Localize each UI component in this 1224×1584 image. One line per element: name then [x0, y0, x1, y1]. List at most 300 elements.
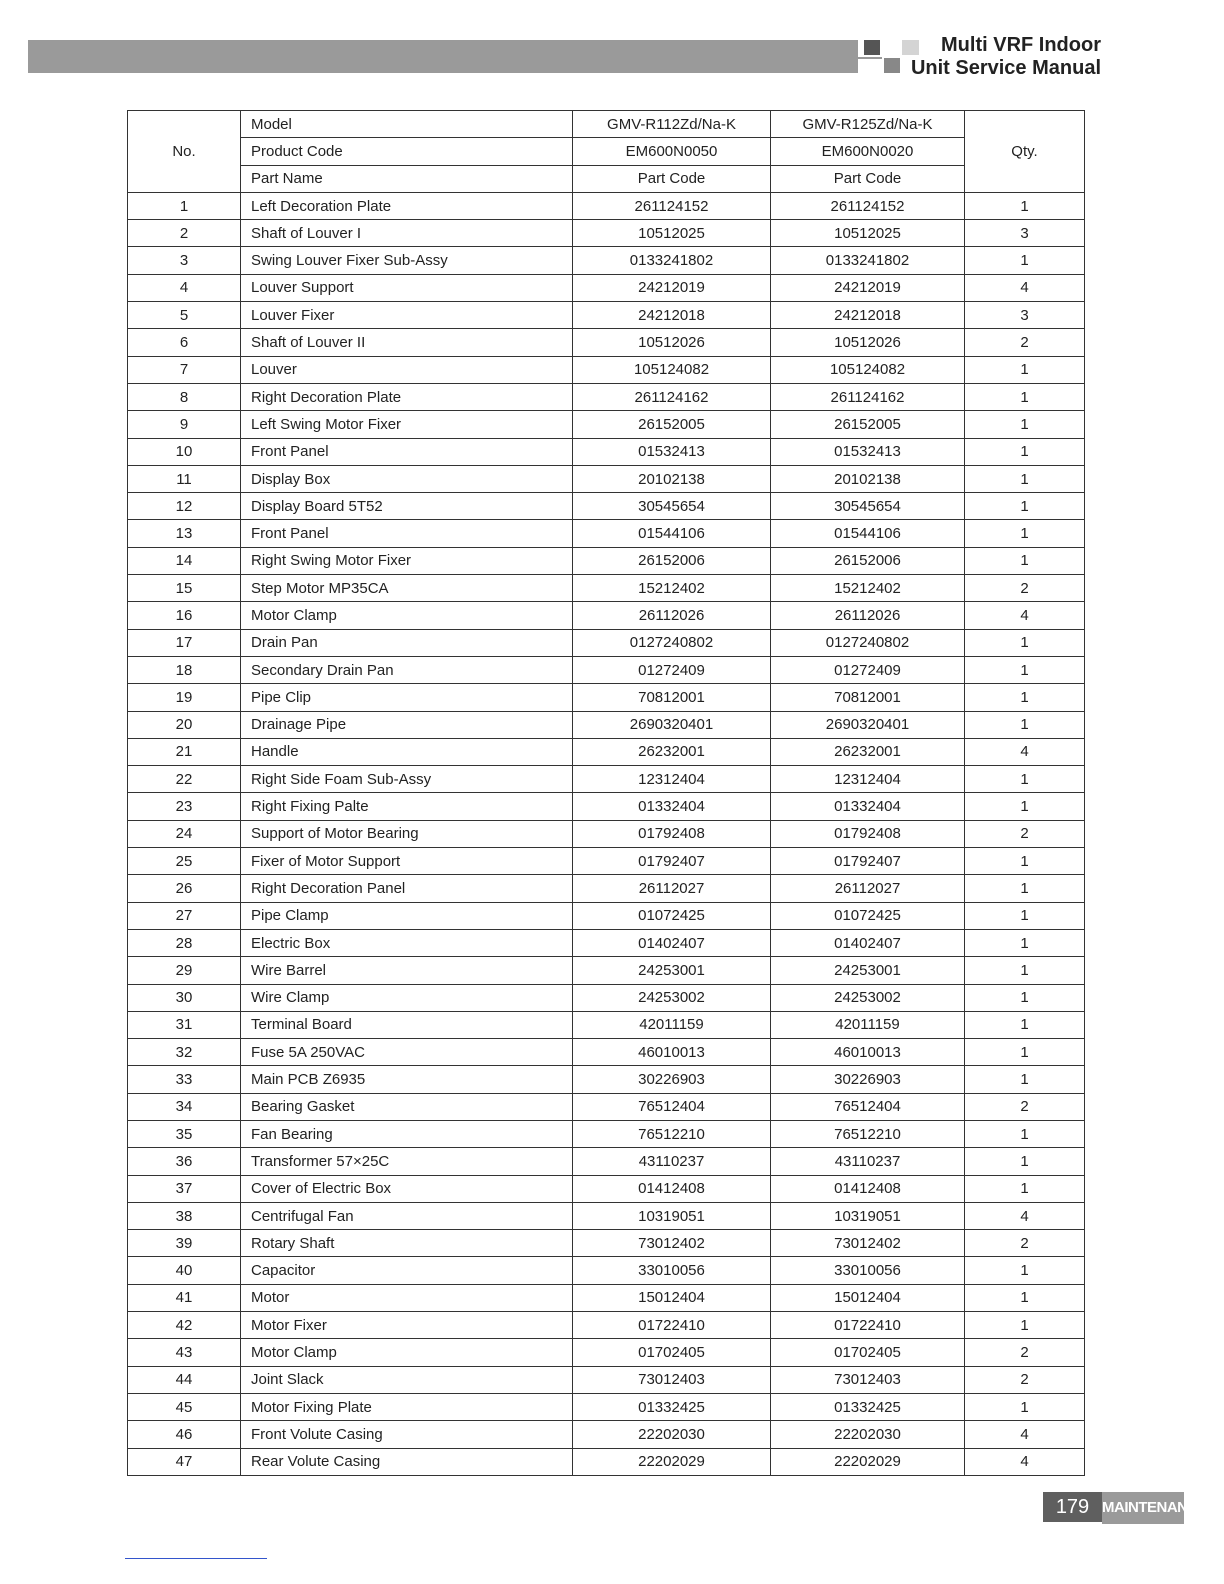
- quantity: 2: [965, 1339, 1085, 1366]
- parts-table: [127, 110, 1085, 1476]
- row-number: 3: [128, 247, 241, 274]
- part-code-a: 15012404: [573, 1284, 771, 1311]
- part-name: Shaft of Louver II: [241, 329, 573, 356]
- part-code-a: 01402407: [573, 929, 771, 956]
- row-number: 39: [128, 1230, 241, 1257]
- part-name: Louver Fixer: [241, 302, 573, 329]
- table-row: [128, 793, 1085, 820]
- part-code-a: 42011159: [573, 1011, 771, 1038]
- table-row: [128, 520, 1085, 547]
- table-row: [128, 711, 1085, 738]
- header-row-product-code: [128, 138, 1085, 165]
- part-name: Terminal Board: [241, 1011, 573, 1038]
- part-name: Fuse 5A 250VAC: [241, 1039, 573, 1066]
- part-code-a: 01412408: [573, 1175, 771, 1202]
- part-code-b: 22202030: [771, 1421, 965, 1448]
- part-code-a: 01792408: [573, 820, 771, 847]
- part-code-b: 26112026: [771, 602, 965, 629]
- part-code-b: 76512404: [771, 1093, 965, 1120]
- row-number: 14: [128, 547, 241, 574]
- table-row: [128, 329, 1085, 356]
- quantity: 1: [965, 1312, 1085, 1339]
- table-row: [128, 1202, 1085, 1229]
- part-name: Display Board 5T52: [241, 493, 573, 520]
- table-row: [128, 220, 1085, 247]
- quantity: 4: [965, 602, 1085, 629]
- quantity: 1: [965, 711, 1085, 738]
- quantity: 1: [965, 1175, 1085, 1202]
- part-code-b: 0127240802: [771, 629, 965, 656]
- part-code-a: 22202029: [573, 1448, 771, 1475]
- row-number: 6: [128, 329, 241, 356]
- table-row: [128, 984, 1085, 1011]
- table-row: [128, 1421, 1085, 1448]
- row-number: 29: [128, 957, 241, 984]
- part-code-b: 20102138: [771, 465, 965, 492]
- part-code-a: 01272409: [573, 656, 771, 683]
- quantity: 1: [965, 547, 1085, 574]
- table-row: [128, 875, 1085, 902]
- header-square-dark: [864, 40, 880, 55]
- table-row: [128, 1284, 1085, 1311]
- quantity: 1: [965, 793, 1085, 820]
- part-name: Transformer 57×25C: [241, 1148, 573, 1175]
- part-code-a: 73012402: [573, 1230, 771, 1257]
- row-number: 17: [128, 629, 241, 656]
- part-code-b: 73012403: [771, 1366, 965, 1393]
- part-name: Centrifugal Fan: [241, 1202, 573, 1229]
- table-row: [128, 274, 1085, 301]
- table-row: [128, 493, 1085, 520]
- table-row: [128, 1066, 1085, 1093]
- quantity: 1: [965, 465, 1085, 492]
- row-number: 36: [128, 1148, 241, 1175]
- part-name: Right Fixing Palte: [241, 793, 573, 820]
- quantity: 1: [965, 629, 1085, 656]
- product-code-b: EM600N0020: [771, 138, 965, 165]
- row-number: 20: [128, 711, 241, 738]
- row-number: 1: [128, 192, 241, 219]
- part-code-a: 24212019: [573, 274, 771, 301]
- table-row: [128, 1393, 1085, 1420]
- part-code-a: 26112027: [573, 875, 771, 902]
- part-code-a: 01544106: [573, 520, 771, 547]
- part-code-a: 46010013: [573, 1039, 771, 1066]
- part-name: Swing Louver Fixer Sub-Assy: [241, 247, 573, 274]
- part-code-b: 30545654: [771, 493, 965, 520]
- quantity: 1: [965, 1284, 1085, 1311]
- part-name: Bearing Gasket: [241, 1093, 573, 1120]
- row-number: 32: [128, 1039, 241, 1066]
- header-row-part-name: [128, 165, 1085, 192]
- table-row: [128, 629, 1085, 656]
- quantity: 1: [965, 656, 1085, 683]
- part-name: Drainage Pipe: [241, 711, 573, 738]
- table-row: [128, 1175, 1085, 1202]
- table-row: [128, 1093, 1085, 1120]
- no-header: No.: [128, 111, 241, 193]
- row-number: 33: [128, 1066, 241, 1093]
- part-name: Motor Clamp: [241, 602, 573, 629]
- table-row: [128, 902, 1085, 929]
- row-number: 37: [128, 1175, 241, 1202]
- table-row: [128, 438, 1085, 465]
- part-name: Front Volute Casing: [241, 1421, 573, 1448]
- part-name: Joint Slack: [241, 1366, 573, 1393]
- part-name: Wire Barrel: [241, 957, 573, 984]
- part-name: Pipe Clamp: [241, 902, 573, 929]
- part-name: Display Box: [241, 465, 573, 492]
- part-name: Pipe Clip: [241, 684, 573, 711]
- table-row: [128, 1148, 1085, 1175]
- part-name: Shaft of Louver I: [241, 220, 573, 247]
- quantity: 1: [965, 438, 1085, 465]
- row-number: 26: [128, 875, 241, 902]
- quantity: 1: [965, 520, 1085, 547]
- table-row: [128, 1120, 1085, 1147]
- part-code-b: 24212018: [771, 302, 965, 329]
- part-code-label-a: Part Code: [573, 165, 771, 192]
- part-code-b: 26232001: [771, 738, 965, 765]
- product-code-label: Product Code: [241, 138, 573, 165]
- quantity: 1: [965, 411, 1085, 438]
- model-label: Model: [241, 111, 573, 138]
- quantity: 1: [965, 1148, 1085, 1175]
- quantity: 1: [965, 684, 1085, 711]
- part-name: Right Side Foam Sub-Assy: [241, 766, 573, 793]
- part-name: Motor Fixer: [241, 1312, 573, 1339]
- part-code-b: 01402407: [771, 929, 965, 956]
- part-code-a: 10512025: [573, 220, 771, 247]
- part-code-a: 105124082: [573, 356, 771, 383]
- table-row: [128, 820, 1085, 847]
- model-b: GMV-R125Zd/Na-K: [771, 111, 965, 138]
- part-code-a: 01702405: [573, 1339, 771, 1366]
- quantity: 1: [965, 383, 1085, 410]
- part-code-a: 22202030: [573, 1421, 771, 1448]
- quantity: 1: [965, 1066, 1085, 1093]
- part-code-a: 43110237: [573, 1148, 771, 1175]
- part-code-b: 43110237: [771, 1148, 965, 1175]
- part-code-b: 261124162: [771, 383, 965, 410]
- part-name: Left Decoration Plate: [241, 192, 573, 219]
- part-code-b: 10319051: [771, 1202, 965, 1229]
- row-number: 7: [128, 356, 241, 383]
- quantity: 4: [965, 738, 1085, 765]
- quantity: 2: [965, 1230, 1085, 1257]
- part-code-a: 76512404: [573, 1093, 771, 1120]
- part-code-a: 20102138: [573, 465, 771, 492]
- part-code-b: 26112027: [771, 875, 965, 902]
- table-row: [128, 848, 1085, 875]
- quantity: 2: [965, 575, 1085, 602]
- part-name: Fan Bearing: [241, 1120, 573, 1147]
- table-row: [128, 1312, 1085, 1339]
- part-code-a: 26152005: [573, 411, 771, 438]
- table-row: [128, 575, 1085, 602]
- product-code-a: EM600N0050: [573, 138, 771, 165]
- part-code-b: 24253002: [771, 984, 965, 1011]
- row-number: 45: [128, 1393, 241, 1420]
- part-code-b: 01722410: [771, 1312, 965, 1339]
- part-code-b: 01412408: [771, 1175, 965, 1202]
- quantity: 1: [965, 493, 1085, 520]
- quantity: 1: [965, 766, 1085, 793]
- row-number: 11: [128, 465, 241, 492]
- part-name: Louver: [241, 356, 573, 383]
- table-row: [128, 465, 1085, 492]
- row-number: 13: [128, 520, 241, 547]
- part-code-b: 70812001: [771, 684, 965, 711]
- table-row: [128, 929, 1085, 956]
- part-name: Drain Pan: [241, 629, 573, 656]
- table-row: [128, 766, 1085, 793]
- row-number: 12: [128, 493, 241, 520]
- qty-header: Qty.: [965, 111, 1085, 193]
- part-code-b: 26152006: [771, 547, 965, 574]
- part-code-b: 01272409: [771, 656, 965, 683]
- part-code-b: 01072425: [771, 902, 965, 929]
- part-name: Right Decoration Plate: [241, 383, 573, 410]
- part-code-a: 261124152: [573, 192, 771, 219]
- part-code-a: 30545654: [573, 493, 771, 520]
- part-code-b: 01792408: [771, 820, 965, 847]
- part-code-a: 261124162: [573, 383, 771, 410]
- row-number: 30: [128, 984, 241, 1011]
- part-code-b: 10512026: [771, 329, 965, 356]
- row-number: 15: [128, 575, 241, 602]
- part-code-a: 70812001: [573, 684, 771, 711]
- part-code-a: 01532413: [573, 438, 771, 465]
- part-name: Left Swing Motor Fixer: [241, 411, 573, 438]
- part-code-a: 26232001: [573, 738, 771, 765]
- quantity: 1: [965, 984, 1085, 1011]
- part-name: Front Panel: [241, 520, 573, 547]
- part-code-b: 26152005: [771, 411, 965, 438]
- row-number: 31: [128, 1011, 241, 1038]
- row-number: 18: [128, 656, 241, 683]
- part-code-b: 73012402: [771, 1230, 965, 1257]
- part-name: Front Panel: [241, 438, 573, 465]
- footer-rule: [125, 1558, 267, 1559]
- row-number: 24: [128, 820, 241, 847]
- quantity: 2: [965, 1093, 1085, 1120]
- part-code-a: 15212402: [573, 575, 771, 602]
- part-code-a: 26112026: [573, 602, 771, 629]
- part-code-a: 01332425: [573, 1393, 771, 1420]
- table-row: [128, 1039, 1085, 1066]
- table-row: [128, 302, 1085, 329]
- part-name: Motor Fixing Plate: [241, 1393, 573, 1420]
- row-number: 40: [128, 1257, 241, 1284]
- part-name: Main PCB Z6935: [241, 1066, 573, 1093]
- part-code-b: 22202029: [771, 1448, 965, 1475]
- row-number: 16: [128, 602, 241, 629]
- part-code-a: 10319051: [573, 1202, 771, 1229]
- part-code-a: 30226903: [573, 1066, 771, 1093]
- quantity: 3: [965, 220, 1085, 247]
- table-row: [128, 684, 1085, 711]
- part-name: Rotary Shaft: [241, 1230, 573, 1257]
- part-code-b: 42011159: [771, 1011, 965, 1038]
- quantity: 1: [965, 1257, 1085, 1284]
- part-name: Capacitor: [241, 1257, 573, 1284]
- part-code-b: 46010013: [771, 1039, 965, 1066]
- part-code-label-b: Part Code: [771, 165, 965, 192]
- row-number: 10: [128, 438, 241, 465]
- part-code-a: 2690320401: [573, 711, 771, 738]
- part-name-label: Part Name: [241, 165, 573, 192]
- table-row: [128, 957, 1085, 984]
- row-number: 41: [128, 1284, 241, 1311]
- row-number: 25: [128, 848, 241, 875]
- quantity: 1: [965, 192, 1085, 219]
- table-row: [128, 738, 1085, 765]
- part-code-b: 15012404: [771, 1284, 965, 1311]
- model-a: GMV-R112Zd/Na-K: [573, 111, 771, 138]
- quantity: 1: [965, 902, 1085, 929]
- part-code-a: 76512210: [573, 1120, 771, 1147]
- part-code-b: 10512025: [771, 220, 965, 247]
- part-code-b: 15212402: [771, 575, 965, 602]
- row-number: 28: [128, 929, 241, 956]
- quantity: 1: [965, 929, 1085, 956]
- part-name: Motor Clamp: [241, 1339, 573, 1366]
- row-number: 8: [128, 383, 241, 410]
- part-code-b: 33010056: [771, 1257, 965, 1284]
- quantity: 1: [965, 1120, 1085, 1147]
- part-code-b: 30226903: [771, 1066, 965, 1093]
- quantity: 2: [965, 820, 1085, 847]
- part-code-a: 24253002: [573, 984, 771, 1011]
- part-code-a: 01792407: [573, 848, 771, 875]
- table-row: [128, 383, 1085, 410]
- quantity: 2: [965, 1366, 1085, 1393]
- part-code-a: 0127240802: [573, 629, 771, 656]
- table-row: [128, 1448, 1085, 1475]
- part-code-b: 2690320401: [771, 711, 965, 738]
- part-code-a: 33010056: [573, 1257, 771, 1284]
- part-code-b: 24253001: [771, 957, 965, 984]
- part-code-a: 01072425: [573, 902, 771, 929]
- title-line-2: Unit Service Manual: [910, 57, 1101, 79]
- part-code-b: 01332404: [771, 793, 965, 820]
- part-code-b: 12312404: [771, 766, 965, 793]
- quantity: 4: [965, 1421, 1085, 1448]
- part-name: Right Swing Motor Fixer: [241, 547, 573, 574]
- table-row: [128, 1230, 1085, 1257]
- row-number: 42: [128, 1312, 241, 1339]
- table-row: [128, 656, 1085, 683]
- part-name: Handle: [241, 738, 573, 765]
- row-number: 5: [128, 302, 241, 329]
- part-code-a: 24212018: [573, 302, 771, 329]
- row-number: 43: [128, 1339, 241, 1366]
- part-name: Motor: [241, 1284, 573, 1311]
- part-code-b: 01544106: [771, 520, 965, 547]
- table-row: [128, 1011, 1085, 1038]
- part-code-a: 01332404: [573, 793, 771, 820]
- row-number: 2: [128, 220, 241, 247]
- table-row: [128, 192, 1085, 219]
- part-code-b: 01332425: [771, 1393, 965, 1420]
- part-name: Louver Support: [241, 274, 573, 301]
- quantity: 1: [965, 1039, 1085, 1066]
- section-label: MAINTENANCE: [1102, 1492, 1184, 1524]
- row-number: 35: [128, 1120, 241, 1147]
- part-code-a: 26152006: [573, 547, 771, 574]
- table-row: [128, 411, 1085, 438]
- row-number: 4: [128, 274, 241, 301]
- document-title: [911, 34, 1101, 80]
- part-name: Cover of Electric Box: [241, 1175, 573, 1202]
- quantity: 1: [965, 957, 1085, 984]
- header-square-mid: [884, 58, 900, 73]
- quantity: 4: [965, 1448, 1085, 1475]
- row-number: 38: [128, 1202, 241, 1229]
- quantity: 2: [965, 329, 1085, 356]
- table-row: [128, 547, 1085, 574]
- part-name: Right Decoration Panel: [241, 875, 573, 902]
- part-code-a: 01722410: [573, 1312, 771, 1339]
- page-number: 179: [1043, 1492, 1102, 1522]
- row-number: 21: [128, 738, 241, 765]
- quantity: 1: [965, 848, 1085, 875]
- header-divider: [858, 57, 882, 59]
- part-name: Wire Clamp: [241, 984, 573, 1011]
- row-number: 34: [128, 1093, 241, 1120]
- part-code-a: 24253001: [573, 957, 771, 984]
- quantity: 1: [965, 875, 1085, 902]
- quantity: 1: [965, 356, 1085, 383]
- row-number: 46: [128, 1421, 241, 1448]
- title-line-1: Multi VRF Indoor: [941, 34, 1101, 56]
- row-number: 9: [128, 411, 241, 438]
- table-row: [128, 602, 1085, 629]
- part-code-a: 10512026: [573, 329, 771, 356]
- part-code-b: 261124152: [771, 192, 965, 219]
- part-code-b: 105124082: [771, 356, 965, 383]
- part-code-b: 01792407: [771, 848, 965, 875]
- quantity: 1: [965, 1393, 1085, 1420]
- table-row: [128, 1366, 1085, 1393]
- row-number: 19: [128, 684, 241, 711]
- part-code-a: 12312404: [573, 766, 771, 793]
- table-row: [128, 1257, 1085, 1284]
- table-row: [128, 247, 1085, 274]
- part-name: Rear Volute Casing: [241, 1448, 573, 1475]
- header-row-model: [128, 111, 1085, 138]
- quantity: 4: [965, 274, 1085, 301]
- part-code-b: 76512210: [771, 1120, 965, 1147]
- part-code-a: 73012403: [573, 1366, 771, 1393]
- header-bar: [28, 40, 858, 73]
- part-code-b: 01702405: [771, 1339, 965, 1366]
- quantity: 1: [965, 1011, 1085, 1038]
- table-row: [128, 356, 1085, 383]
- part-name: Fixer of Motor Support: [241, 848, 573, 875]
- row-number: 23: [128, 793, 241, 820]
- quantity: 4: [965, 1202, 1085, 1229]
- table-row: [128, 1339, 1085, 1366]
- part-name: Electric Box: [241, 929, 573, 956]
- row-number: 44: [128, 1366, 241, 1393]
- part-code-b: 01532413: [771, 438, 965, 465]
- part-code-b: 0133241802: [771, 247, 965, 274]
- row-number: 47: [128, 1448, 241, 1475]
- part-code-a: 0133241802: [573, 247, 771, 274]
- part-name: Secondary Drain Pan: [241, 656, 573, 683]
